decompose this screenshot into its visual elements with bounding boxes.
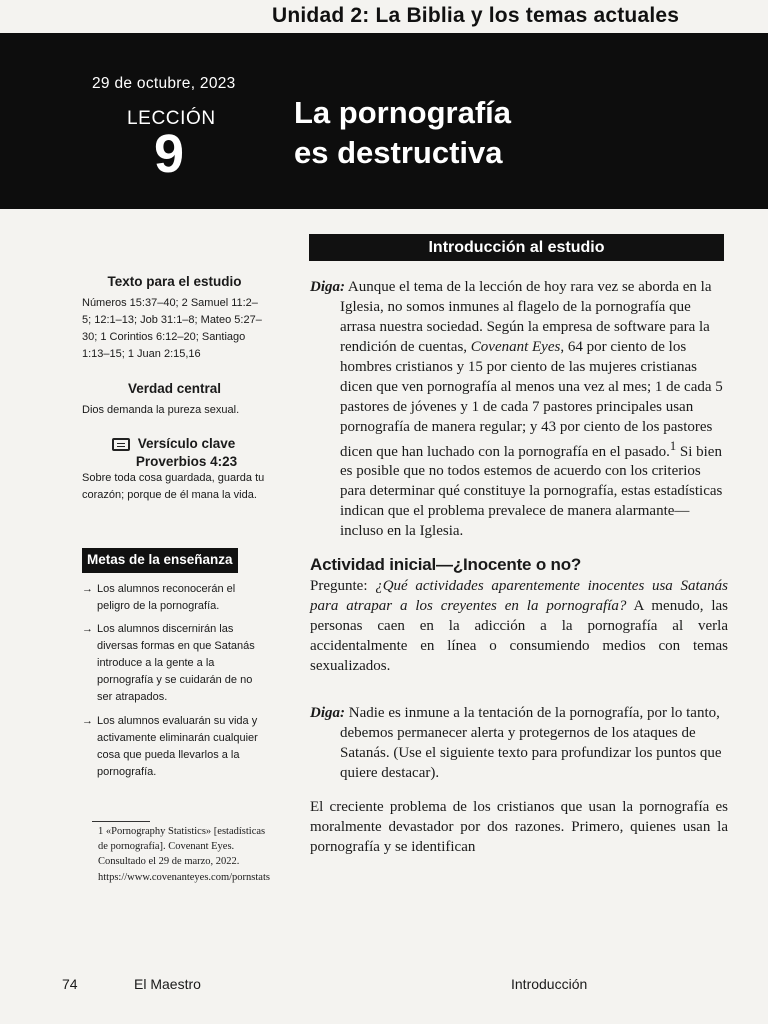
question-text: ¿Qué actividades aparentemente inocentes usa Satanás para atrapar a los creyentes en la pornografía? (310, 577, 728, 614)
key-verse-text: Sobre toda cosa guardada, guarda tu corazón; porque de él mana la vida. (82, 472, 265, 502)
diga-paragraph (310, 704, 728, 784)
goal-item: → Los alumnos reconocerán el peligro de la pornografía. (82, 581, 267, 615)
lesson-title (294, 93, 694, 174)
key-verse-header (82, 435, 267, 470)
footnote-divider (92, 821, 150, 822)
key-verse-heading: Versículo clave (137, 436, 236, 452)
page-number: 74 (62, 976, 78, 992)
question-answer: A menudo, las personas caen en la adicción a la pornografía al verla accidentalmente en línea o consumiendo medios con temas sexualizados. (310, 597, 729, 674)
key-verse-reference: Proverbios 4:23 (135, 453, 238, 469)
lesson-banner (0, 33, 768, 209)
activity-question (310, 577, 728, 677)
section-name: Introducción (511, 976, 588, 992)
closing-paragraph: El creciente problema de los cristianos que usan la pornografía es moralmente devastador por dos razones. Primero, quienes usan la pornografía y se identifican (310, 799, 728, 856)
intro-paragraph (310, 278, 728, 542)
study-text-block (82, 272, 267, 363)
intro-text-part: Aunque el tema de la lección de hoy rara vez se aborda en la Iglesia, no somos inmunes al flagelo de la pornografía que arrasa nuestra sociedad. Según la empresa de software para la rendición de cuentas, (340, 279, 712, 355)
central-truth-text: Dios demanda la pureza sexual. (82, 404, 240, 417)
sidebar (82, 272, 267, 787)
lesson-label: LECCIÓN (127, 108, 216, 129)
goal-item: → Los alumnos evaluarán su vida y activamente eliminarán cualquier cosa que pueda llevarlos a la pornografía. (82, 713, 267, 781)
footnote: 1 «Pornography Statistics» [estadísticas de pornografía]. Covenant Eyes. Consultado el 29 de marzo, 2022. https://www.covenanteyes.com/pornstats (98, 826, 270, 883)
study-text-heading: Texto para el estudio (107, 274, 242, 289)
key-verse-block (82, 435, 267, 504)
diga-label: Diga: (310, 705, 345, 722)
diga-label: Diga: (310, 279, 345, 295)
lesson-date: 29 de octubre, 2023 (92, 75, 236, 92)
main-content (310, 278, 728, 858)
goal-item: → Los alumnos discernirán las diversas formas en que Satanás introduce a la gente a la pornografía y se cuidarán de no ser atrapados. (82, 621, 267, 706)
intro-heading: Introducción al estudio (309, 234, 724, 261)
computer-screen-icon (112, 438, 130, 451)
company-name: Covenant Eyes (470, 338, 561, 355)
publication-name: El Maestro (134, 976, 201, 992)
central-truth-heading: Verdad central (127, 381, 222, 397)
diga-text: Nadie es inmune a la tentación de la pornografía, por lo tanto, debemos permanecer alerta y protegernos de los ataques de Satanás. (Use el siguiente texto para profundizar los puntos que quiere destacar). (340, 705, 722, 782)
goals-heading: Metas de la enseñanza (82, 548, 238, 573)
central-truth-block (82, 379, 267, 419)
intro-text-part: , 64 por ciento de los hombres cristianos y 15 por ciento de las mujeres cristianas dicen que ven pornografía al menos una vez al mes; 1 de cada 5 pastores de jóvenes y 1 de cada 7 pastores principales usan pornografía de manera regular; y 43 por ciento de los pastores dicen que han luchado con la pornografía en el pasado. (340, 338, 723, 460)
key-verse-titles (136, 435, 237, 470)
lesson-title-line2: es destructiva (294, 135, 503, 171)
intro-text-part: Si bien es posible que no todos estemos de acuerdo con los criterios para determinar qué constituye la pornografía, estas estadísticas indican que el problema prevalece de manera alarmante—incluso en la Iglesia. (340, 443, 723, 540)
goals-list (82, 581, 267, 781)
study-text: Números 15:37–40; 2 Samuel 11:2– 5; 12:1–13; Job 31:1–8; Mateo 5:27–30; 1 Corintios 6:12–20; Santiago 1:13–15; 1 Juan 2:15,16 (82, 296, 262, 361)
unit-title: Unidad 2: La Biblia y los temas actuales (272, 4, 680, 27)
activity-title: Actividad inicial—¿Inocente o no? (310, 555, 582, 575)
lesson-title-line1: La pornografía (294, 95, 512, 130)
question-label: Pregunte: (310, 577, 368, 594)
footnote-marker: 1 (669, 438, 677, 453)
lesson-number: 9 (154, 124, 185, 184)
